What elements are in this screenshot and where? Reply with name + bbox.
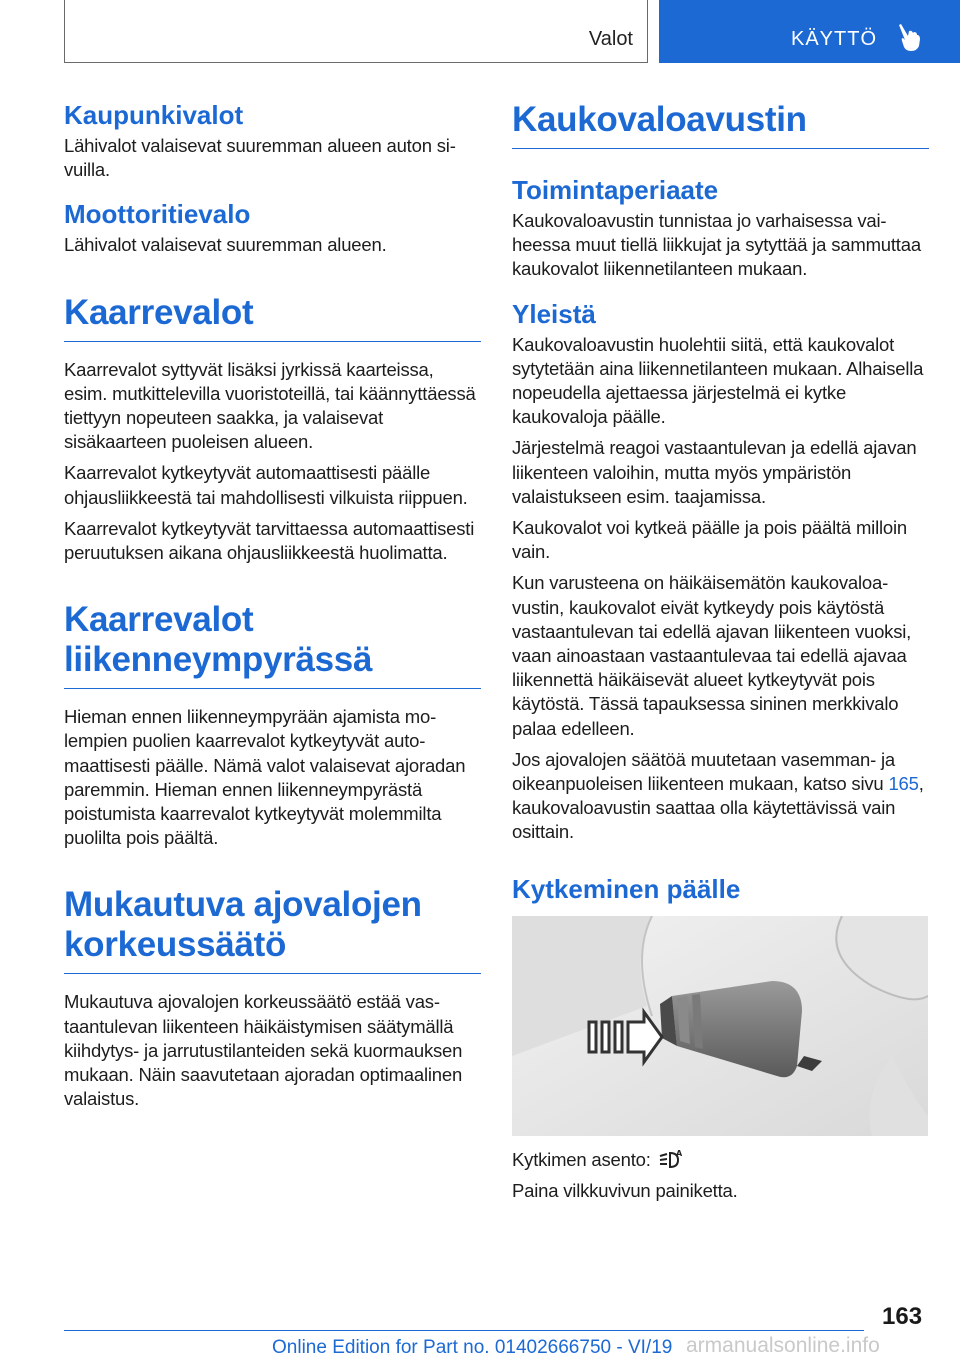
header-section-title: Valot xyxy=(588,28,633,50)
text-yleista-1: Kaukovaloavustin huolehtii siitä, että kaukovalot sytytetään aina liikennetilanteen mukaan. Alhaisella nopeudella ajettaessa järjestelmä ei kytke kaukovaloja päälle. xyxy=(512,333,924,428)
header-chapter-tab xyxy=(659,0,960,63)
text-yleista-3: Kaukovalot voi kytkeä päälle ja pois päältä milloin vain. xyxy=(512,517,907,563)
switch-position-label: Kytkimen asento: xyxy=(512,1148,656,1170)
text-yleista-5 xyxy=(512,748,929,845)
heading-korkeussaato xyxy=(64,885,481,974)
switch-position xyxy=(512,1148,929,1172)
text-yleista-4: Kun varusteena on häikäisemätön kaukovaloavustin, kaukovalot eivät kytkeydy pois käytöstä vastaantulevan tai edellä ajavan liikenteen vuoksi, vaan ainoastaan vastaantulevaa tai edellä ajavaa liikennettä häikäisevät alueet kytkeytyvät pois käytöstä. Tässä tapauksessa sininen merkkivalo palaa edelleen. xyxy=(512,572,912,739)
text-liikenneympyra: Hieman ennen liikenneympyrään ajamista molempien puolien kaarrevalot kytkeytyvät automaattisesti päälle. Nämä valot valaisevat ajoradan paremmin. Hieman ennen liikenneympyrästä poistumista kaarrevalot kytkeytyvät molemmilta puolilta pois päältä. xyxy=(64,706,466,849)
text-kaarrevalot-2: Kaarrevalot kytkeytyvät automaattisesti päälle ohjausliikkeestä tai mahdollisesti vilkuista riippuen. xyxy=(64,462,468,508)
text-yleista-5-before: Jos ajovalojen säätöä muutetaan vasemman- ja oikeanpuoleisen liikenteen mukaan, katso sivu xyxy=(512,748,896,795)
left-column xyxy=(64,100,481,1118)
heading-kytkeminen: Kytkeminen päälle xyxy=(512,873,741,904)
footer-edition: Online Edition for Part no. 01402666750 - VI/19 xyxy=(272,1337,673,1358)
heading-korkeussaato-line2: korkeussäätö xyxy=(64,925,287,965)
heading-yleista: Yleistä xyxy=(512,298,596,329)
pointing-hand-icon xyxy=(895,22,921,52)
text-yleista-5-after: , kaukovaloavustin saattaa olla käytettävissä vain osittain. xyxy=(512,773,924,843)
text-kaupunkivalot: Lähivalot valaisevat suuremman alueen auton sivuilla. xyxy=(64,135,456,181)
text-toimintaperiaate: Kaukovaloavustin tunnistaa jo varhaisessa vaiheessa muut tiellä liikkujat ja sytyttää ja sammuttaa kaukovalot liikennetilanteen mukaan. xyxy=(512,210,921,280)
heading-toimintaperiaate: Toimintaperiaate xyxy=(512,175,719,205)
header-chapter-title: KÄYTTÖ xyxy=(791,28,878,50)
turn-signal-lever-illustration xyxy=(512,916,928,1136)
heading-moottoritievalo: Moottoritievalo xyxy=(64,199,251,230)
heading-liikenneympyra-line2: liikenneympyrässä xyxy=(64,640,373,680)
text-kaarrevalot-1: Kaarrevalot syttyvät lisäksi jyrkissä kaarteissa, esim. mutkittelevilla vuoristoteillä, tai käännyttäessä tiettyyn nopeuteen saakka, ja valaisevat sisäkaarteen puoleisen alueen. xyxy=(64,358,476,453)
heading-kaukovaloavustin: Kaukovaloavustin xyxy=(512,100,929,149)
heading-kaarrevalot: Kaarrevalot xyxy=(64,293,481,342)
heading-liikenneympyra xyxy=(64,600,481,689)
right-column xyxy=(512,100,929,1210)
text-kaarrevalot-3: Kaarrevalot kytkeytyvät tarvittaessa automaattisesti peruutuksen aikana ohjausliikkeestä huolimatta. xyxy=(64,517,475,564)
watermark: armanualsonline.info xyxy=(686,1334,880,1357)
text-korkeussaato: Mukautuva ajovalojen korkeussäätö estää vastaantulevan liikenteen häikäistymisen säätymällä kiihdytys- ja jarrutustilanteiden sekä kuormauksen mukaan. Näin saavutetaan ajoradan optimaalinen valaistus. xyxy=(64,991,463,1110)
heading-liikenneympyra-line1: Kaarrevalot xyxy=(64,600,254,640)
footer-divider xyxy=(64,1330,864,1331)
svg-text:A: A xyxy=(675,1148,682,1158)
header-section-box xyxy=(64,0,648,63)
page-link-165[interactable]: 165 xyxy=(888,773,919,795)
page-number: 163 xyxy=(882,1303,923,1330)
heading-korkeussaato-line1: Mukautuva ajovalojen xyxy=(64,885,422,925)
heading-kaupunkivalot: Kaupunkivalot xyxy=(64,100,244,130)
text-yleista-2: Järjestelmä reagoi vastaantulevan ja edellä ajavan liikenteen valoihin, mutta myös ympäristön valaistukseen esim. taajamissa. xyxy=(512,437,917,507)
instruction-press-button: Paina vilkkuvivun painiketta. xyxy=(512,1179,738,1201)
text-moottoritievalo: Lähivalot valaisevat suuremman alueen. xyxy=(64,234,387,256)
high-beam-assist-icon xyxy=(656,1149,686,1169)
